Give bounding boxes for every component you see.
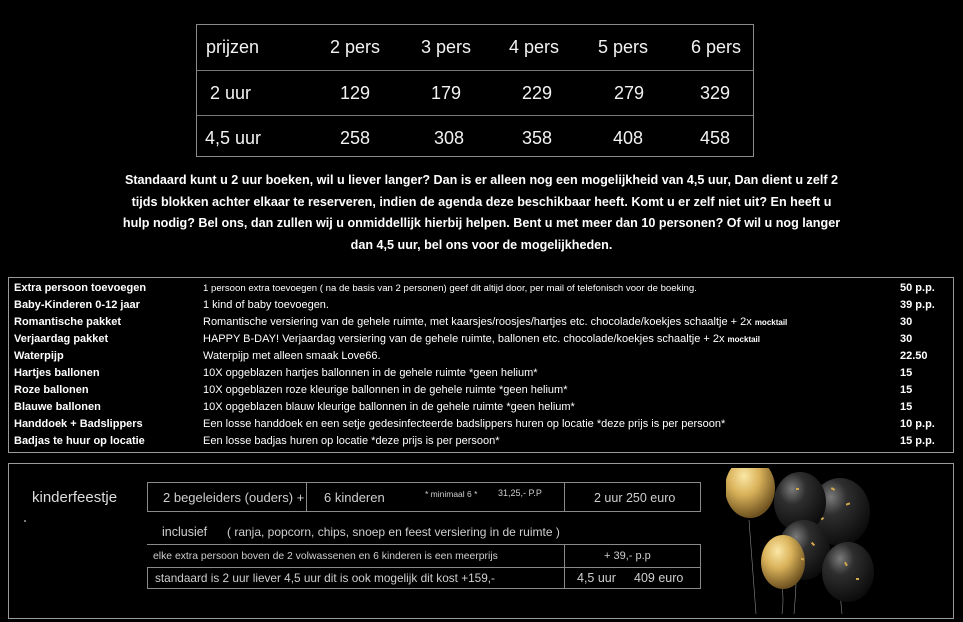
price-table-header-label: prijzen (206, 37, 260, 57)
kids-standard-note: standaard is 2 uur liever 4,5 uur dit is ook mogelijk dit kost +159,- (155, 571, 495, 585)
kids-minimum-text: * minimaal 6 * (425, 489, 478, 499)
extra-description: Een losse badjas huren op locatie *deze prijs is per persoon* (203, 435, 500, 447)
price-cell: 179 (430, 83, 462, 103)
price-cell: 329 (699, 83, 731, 103)
price-table-row (197, 115, 753, 160)
price-cell: 229 (521, 83, 553, 103)
gold-balloon (726, 468, 775, 518)
price-cell: 308 (433, 128, 465, 148)
extra-description-suffix: mocktail (727, 335, 761, 344)
kids-extra-note-cell (147, 544, 565, 568)
extras-row (9, 416, 953, 433)
extras-row (9, 433, 953, 450)
extra-name: Blauwe ballonen (14, 401, 101, 413)
price-table-header-4pers: 4 pers (508, 37, 560, 57)
kids-long-price: 409 euro (634, 571, 684, 585)
extra-price: 39 p.p. (900, 299, 935, 311)
extra-description: Waterpijp met alleen smaak Love66. (203, 350, 381, 362)
decorative-dot (24, 520, 26, 522)
kids-long-duration: 4,5 uur (577, 571, 616, 585)
extra-price: 22.50 (900, 350, 928, 362)
kids-party-title: kinderfeestje (32, 489, 118, 506)
extras-row (9, 382, 953, 399)
kids-pp-price: 31,25,- P.P (498, 488, 542, 498)
balloons-image (726, 468, 876, 614)
extra-description (203, 314, 787, 331)
extra-description-text: HAPPY B-DAY! Verjaardag versiering van de gehele ruimte, ballonen etc. chocolade/koekjes schaaltje + 2x (203, 333, 725, 345)
extra-description-text: Romantische versiering van de gehele ruimte, met kaarsjes/roosjes/hartjes etc. chocolade/koekjes schaaltje + 2x (203, 316, 752, 328)
kids-extra-price: + 39,- p.p (604, 550, 651, 562)
extra-name: Verjaardag pakket (14, 333, 109, 345)
extras-table (8, 277, 954, 453)
booking-info-line: hulp nodig? Bel ons, dan zullen wij u onmiddellijk hierbij helpen. Bent u met meer dan 10 personen? Of wil u nog langer (122, 216, 841, 230)
extra-name: Extra persoon toevoegen (14, 282, 147, 294)
kids-standard-note-cell (147, 567, 565, 589)
price-table-header-5pers: 5 pers (597, 37, 649, 57)
kids-adults-cell (147, 482, 307, 512)
extra-name: Romantische pakket (14, 316, 121, 328)
kids-inclusive-label: inclusief (162, 525, 208, 539)
extras-row (9, 331, 953, 348)
booking-info-paragraph (100, 170, 863, 256)
price-cell: 279 (613, 83, 645, 103)
extra-name: Hartjes ballonen (14, 367, 100, 379)
extra-name: Baby-Kinderen 0-12 jaar (14, 299, 140, 311)
price-cell: 258 (339, 128, 371, 148)
kids-extra-note: elke extra persoon boven de 2 volwassenen en 6 kinderen is een meerprijs (153, 551, 498, 562)
black-balloon (822, 542, 874, 602)
extra-price: 15 (900, 401, 913, 413)
extras-row (9, 314, 953, 331)
extra-name: Waterpijp (14, 350, 64, 362)
extras-row (9, 348, 953, 365)
extras-row (9, 399, 953, 416)
extra-description: 10X opgeblazen hartjes ballonnen in de gehele ruimte *geen helium* (203, 367, 538, 379)
extra-name: Roze ballonen (14, 384, 89, 396)
price-table-header-6pers: 6 pers (690, 37, 742, 57)
kids-children-cell (306, 482, 565, 512)
price-table-row (197, 70, 753, 115)
extras-row (9, 280, 953, 297)
price-cell: 408 (612, 128, 644, 148)
price-table-header-3pers: 3 pers (420, 37, 472, 57)
price-table-header-2pers: 2 pers (329, 37, 381, 57)
extra-price: 50 p.p. (900, 282, 935, 294)
price-row-label: 2 uur (210, 83, 252, 103)
extra-description: 1 kind of baby toevoegen. (203, 299, 329, 311)
extra-price: 15 p.p. (900, 435, 935, 447)
extra-price: 15 (900, 384, 913, 396)
extra-description: 1 persoon extra toevoegen ( na de basis van 2 personen) geef dit altijd door, per mail of telefonisch voor de boeking. (203, 283, 697, 294)
kids-duration-price: 2 uur 250 euro (594, 491, 676, 505)
extra-price: 15 (900, 367, 913, 379)
extra-description-suffix: mocktail (754, 318, 788, 327)
price-cell: 358 (521, 128, 553, 148)
booking-info-line: Standaard kunt u 2 uur boeken, wil u liever langer? Dan is er alleen nog een mogelijkheid van 4,5 uur, Dan dient u zelf 2 (124, 173, 839, 187)
extra-name: Handdoek + Badslippers (14, 418, 143, 430)
extra-price: 30 (900, 333, 913, 345)
booking-info-line: dan 4,5 uur, bel ons voor de mogelijkheden. (350, 237, 613, 252)
gold-balloon (761, 535, 805, 589)
extra-description: Een losse handdoek en een setje gedesinfecteerde badslippers huren op locatie *deze prijs is per persoon* (203, 418, 726, 430)
extra-description: 10X opgeblazen blauw kleurige ballonnen in de gehele ruimte *geen helium* (203, 401, 575, 413)
kids-children-text: 6 kinderen (324, 490, 385, 505)
price-table-header-row (197, 25, 753, 69)
booking-info-line: tijds blokken achter elkaar te reserveren, indien de agenda deze beschikbaar heeft. Komt u er zelf niet uit? En heeft u (131, 194, 832, 209)
price-row-label: 4,5 uur (205, 128, 262, 148)
kids-duration-price-cell (564, 482, 701, 512)
kids-adults-text: 2 begeleiders (ouders) + (163, 490, 305, 505)
price-table (196, 24, 754, 157)
extras-row (9, 297, 953, 314)
kids-long-price-cell (564, 567, 701, 589)
price-cell: 458 (699, 128, 731, 148)
price-cell: 129 (339, 83, 371, 103)
extras-row (9, 365, 953, 382)
kids-extra-price-cell (564, 544, 701, 568)
extra-price: 30 (900, 316, 913, 328)
kids-inclusive-items: ( ranja, popcorn, chips, snoep en feest versiering in de ruimte ) (227, 525, 560, 539)
extra-price: 10 p.p. (900, 418, 935, 430)
extra-description (203, 331, 760, 348)
extra-description: 10X opgeblazen roze kleurige ballonnen in de gehele ruimte *geen helium* (203, 384, 568, 396)
extra-name: Badjas te huur op locatie (14, 435, 145, 447)
